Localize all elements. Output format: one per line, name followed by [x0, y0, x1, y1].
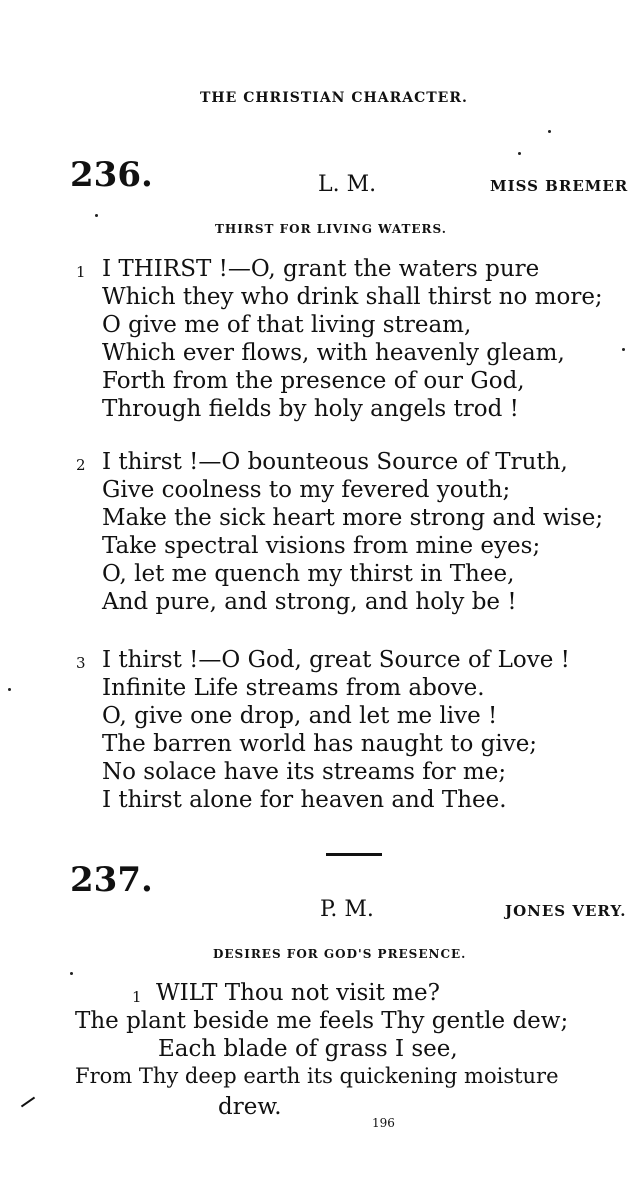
page-number: 196 [372, 1116, 395, 1130]
verse-line: Infinite Life streams from above. [102, 675, 485, 701]
verse-line: I thirst !—O bounteous Source of Truth, [102, 449, 568, 475]
hymn-236-author: MISS BREMER [490, 177, 629, 195]
hymn-237-author: JONES VERY. [505, 902, 627, 920]
verse-number: 1 [76, 263, 86, 281]
verse-line: I THIRST !—O, grant the waters pure [102, 256, 540, 282]
verse-line: O, give one drop, and let me live ! [102, 703, 498, 729]
verse-line: From Thy deep earth its quickening moisture [75, 1064, 559, 1088]
print-speck [622, 348, 625, 351]
print-speck [95, 214, 98, 217]
verse-line: Forth from the presence of our God, [102, 368, 525, 394]
print-speck [8, 688, 11, 691]
print-speck [548, 130, 551, 133]
verse-line: drew. [218, 1094, 282, 1120]
verse-line: O, let me quench my thirst in Thee, [102, 561, 515, 587]
verse-line: The plant beside me feels Thy gentle dew; [75, 1008, 569, 1034]
verse-line: Which they who drink shall thirst no more; [102, 284, 603, 310]
verse-line: Through fields by holy angels trod ! [102, 396, 519, 422]
hymn-237-title: DESIRES FOR GOD'S PRESENCE. [213, 947, 467, 961]
verse-line: And pure, and strong, and holy be ! [102, 589, 517, 615]
print-speck [518, 152, 521, 155]
verse-line: Which ever flows, with heavenly gleam, [102, 340, 565, 366]
hymn-237-number: 237. [70, 860, 153, 900]
verse-line: WILT Thou not visit me? [156, 980, 440, 1006]
verse-number: 2 [76, 456, 86, 474]
running-head: THE CHRISTIAN CHARACTER. [200, 90, 468, 106]
hymn-236-meter: L. M. [318, 172, 377, 197]
hymn-236-title: THIRST FOR LIVING WATERS. [215, 222, 447, 236]
verse-line: Each blade of grass I see, [158, 1036, 458, 1062]
verse-line: I thirst !—O God, great Source of Love ! [102, 647, 570, 673]
verse-line: Give coolness to my fevered youth; [102, 477, 511, 503]
verse-line: Make the sick heart more strong and wise; [102, 505, 604, 531]
section-divider [326, 853, 382, 856]
verse-number: 1 [132, 988, 142, 1006]
verse-line: Take spectral visions from mine eyes; [102, 533, 541, 559]
print-mark [21, 1097, 35, 1108]
hymn-237-meter: P. M. [320, 897, 374, 922]
hymn-236-number: 236. [70, 155, 153, 195]
print-speck [70, 972, 73, 975]
verse-line: No solace have its streams for me; [102, 759, 507, 785]
verse-number: 3 [76, 654, 86, 672]
verse-line: I thirst alone for heaven and Thee. [102, 787, 507, 813]
verse-line: O give me of that living stream, [102, 312, 472, 338]
verse-line: The barren world has naught to give; [102, 731, 538, 757]
